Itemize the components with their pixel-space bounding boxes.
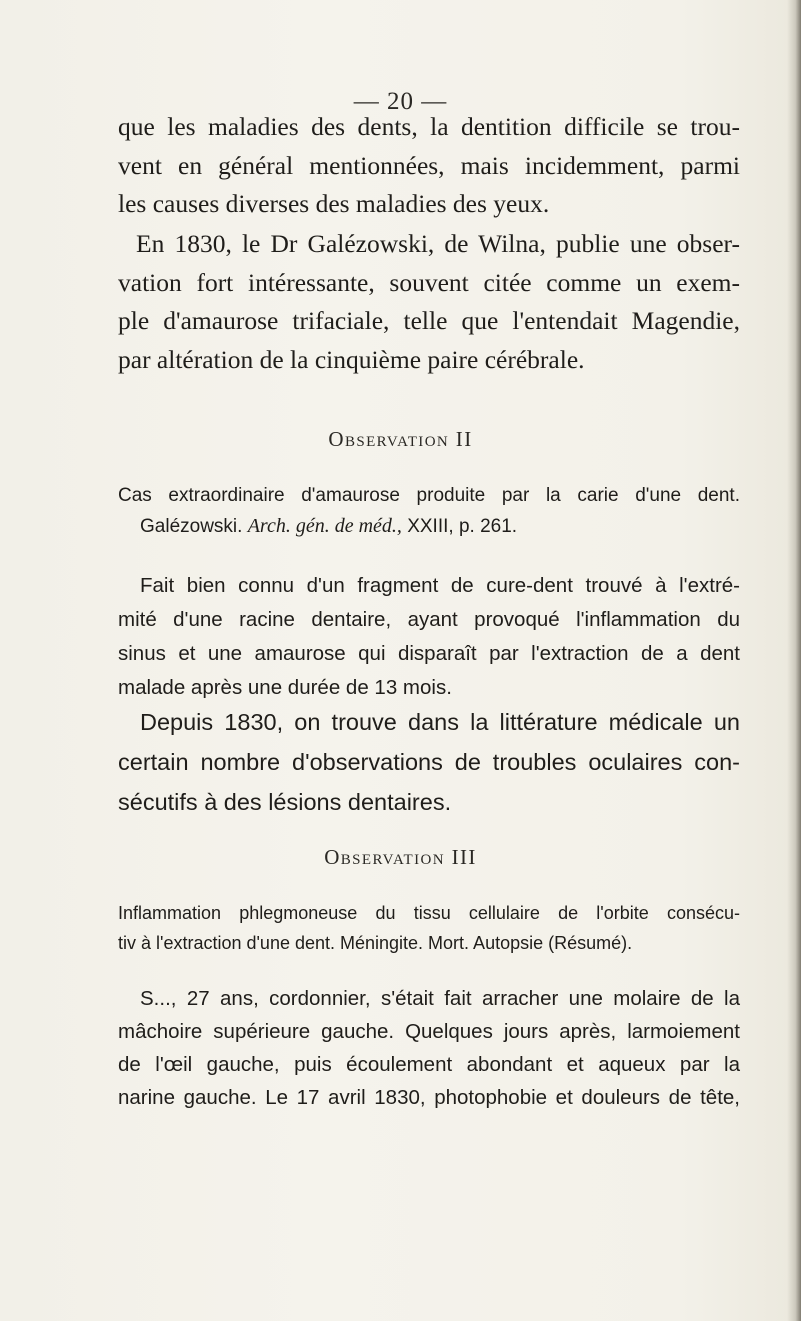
text-line: sécutifs à des lésions dentaires. <box>118 789 452 815</box>
page-number: — 20 — <box>353 88 448 115</box>
text-line: que les maladies des dents, la dentition difficile se trou- <box>118 112 740 141</box>
observation-3-title: Observation III <box>324 845 477 869</box>
text-line: de l'œil gauche, puis écoulement abondant et aqueux par la <box>118 1053 740 1076</box>
text-line: vation fort intéressante, souvent citée comme un exem- <box>118 267 740 297</box>
summary-citation <box>118 511 740 542</box>
observation-2-paragraph <box>118 569 740 705</box>
text-line: ple d'amaurose trifaciale, telle que l'entendait Magendie, <box>118 306 740 335</box>
text-line: les causes diverses des maladies des yeux. <box>118 189 550 218</box>
summary-line: Inflammation phlegmoneuse du tissu cellulaire de l'orbite consécu- <box>118 903 740 923</box>
galezowski-paragraph <box>118 225 740 379</box>
text-line: mité d'une racine dentaire, ayant provoqué l'inflammation du <box>118 608 740 631</box>
observation-2-summary <box>118 481 740 542</box>
depuis-paragraph <box>118 702 740 822</box>
summary-line: tiv à l'extraction d'une dent. Méningite. Mort. Autopsie (Résumé). <box>118 933 633 953</box>
text-line: Depuis 1830, on trouve dans la littérature médicale un <box>140 709 740 735</box>
text-line: certain nombre d'observations de troubles oculaires con- <box>118 749 740 775</box>
text-line: vent en général mentionnées, mais incidemment, parmi <box>118 150 740 180</box>
text-line: mâchoire supérieure gauche. Quelques jours après, larmoiement <box>118 1020 740 1043</box>
text-line: S..., 27 ans, cordonnier, s'était fait arracher une molaire de la <box>140 987 740 1010</box>
citation-reference: XXIII, p. 261. <box>407 516 518 537</box>
page-binding-edge <box>787 0 801 1321</box>
text-line: narine gauche. Le 17 avril 1830, photophobie et douleurs de tête, <box>118 1086 740 1109</box>
citation-author: Galézowski. <box>140 516 243 537</box>
observation-2-title: Observation II <box>328 427 473 451</box>
observation-3-summary <box>118 898 740 958</box>
text-line: sinus et une amaurose qui disparaît par l'extraction de a dent <box>118 642 740 665</box>
summary-line: Cas extraordinaire d'amaurose produite par la carie d'une dent. <box>118 485 740 506</box>
observation-3-paragraph <box>118 982 740 1114</box>
citation-journal: Arch. gén. de méd., <box>247 515 402 537</box>
text-line: Fait bien connu d'un fragment de cure-dent trouvé à l'extré- <box>140 574 740 597</box>
text-line: En 1830, le Dr Galézowski, de Wilna, publie une obser- <box>136 229 740 258</box>
text-line: malade après une durée de 13 mois. <box>118 676 452 699</box>
intro-paragraph <box>118 108 740 224</box>
text-line: par altération de la cinquième paire cérébrale. <box>118 344 585 374</box>
